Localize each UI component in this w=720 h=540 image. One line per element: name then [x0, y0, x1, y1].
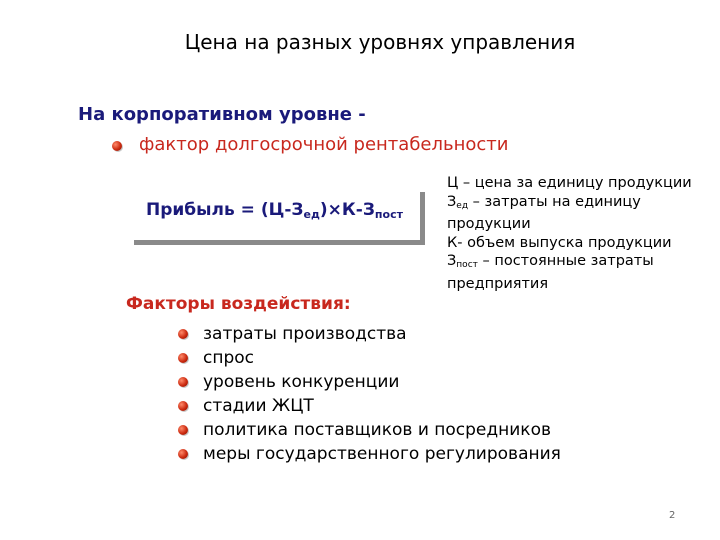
legend-line: продукции — [447, 216, 531, 232]
formula-legend — [447, 174, 717, 293]
bullet-icon — [112, 141, 122, 151]
legend-line: предприятия — [447, 275, 549, 292]
formula-part1: Прибыль = (Ц-З — [146, 200, 304, 220]
corporate-level-heading: На корпоративном уровне - — [78, 104, 366, 125]
page-number: 2 — [669, 510, 676, 521]
profit-formula — [146, 200, 403, 221]
list-item: меры государственного регулирования — [178, 442, 561, 466]
bullet-icon — [178, 377, 188, 387]
formula-sub1: ед — [303, 208, 320, 221]
corporate-subpoint: фактор долгосрочной рентабельности — [139, 134, 509, 155]
legend-line: $З_{ед}$ – затраты на единицу — [447, 193, 641, 211]
bullet-icon — [178, 449, 188, 459]
legend-line: $З_{пост}$ – постоянные затраты — [447, 253, 654, 270]
list-item: уровень конкуренции — [178, 370, 561, 394]
factors-title: Факторы воздействия: — [126, 294, 351, 314]
list-item: политика поставщиков и посредников — [178, 418, 561, 442]
legend-line: Ц – цена за единицу продукции — [447, 175, 692, 191]
list-item: затраты производства — [178, 322, 561, 346]
list-item: спрос — [178, 346, 561, 370]
bullet-icon — [178, 401, 188, 411]
legend-line: К- объем выпуска продукции — [447, 234, 672, 251]
factors-list — [178, 322, 561, 466]
formula-sub2: пост — [374, 208, 403, 221]
formula-part2: )×К-З — [319, 200, 375, 220]
list-item: стадии ЖЦТ — [178, 394, 561, 418]
bullet-icon — [178, 425, 188, 435]
slide-title: Цена на разных уровнях управления — [184, 30, 576, 54]
bullet-icon — [178, 329, 188, 339]
bullet-icon — [178, 353, 188, 363]
